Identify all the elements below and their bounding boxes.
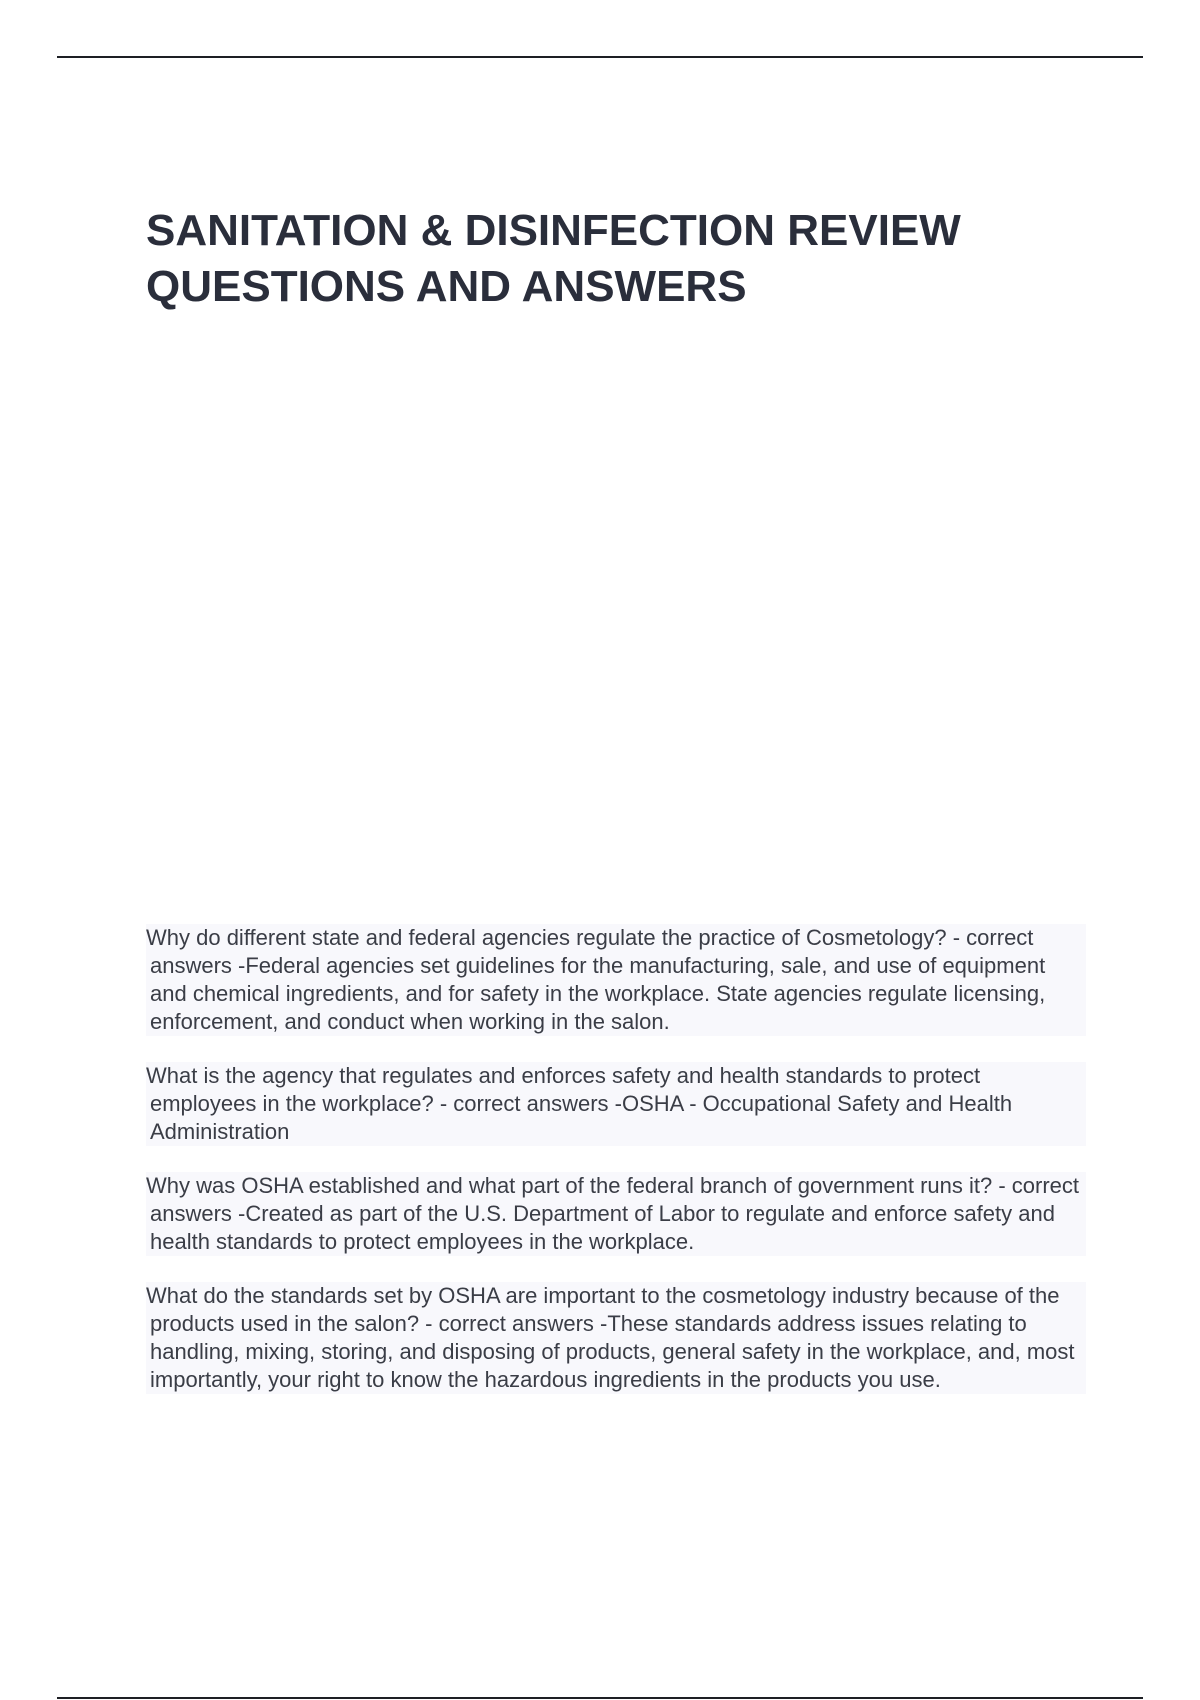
qa-item: What is the agency that regulates and enforces safety and health standards to protect employees in the workplace? - correct answers -OSHA - Occupational Safety and Health Administration — [146, 1062, 1086, 1146]
title-line-1: SANITATION & DISINFECTION REVIEW — [146, 206, 961, 255]
top-divider — [57, 56, 1143, 58]
qa-item: What do the standards set by OSHA are important to the cosmetology industry because of the products used in the salon? - correct answers -These standards address issues relating to handling, mixing, storing, and disposing of products, general safety in the workplace, and, most importantly, your right to know the hazardous ingredients in the products you use. — [146, 1282, 1086, 1394]
page-title — [146, 203, 1106, 315]
qa-item: Why do different state and federal agencies regulate the practice of Cosmetology? - correct answers -Federal agencies set guidelines for the manufacturing, sale, and use of equipment and chemical ingredients, and for safety in the workplace. State agencies regulate licensing, enforcement, and conduct when working in the salon. — [146, 924, 1086, 1036]
bottom-divider — [57, 1697, 1143, 1699]
qa-item: Why was OSHA established and what part of the federal branch of government runs it? - correct answers -Created as part of the U.S. Department of Labor to regulate and enforce safety and health standards to protect employees in the workplace. — [146, 1172, 1086, 1256]
title-line-2: QUESTIONS AND ANSWERS — [146, 262, 747, 311]
qa-list — [146, 924, 1086, 1420]
